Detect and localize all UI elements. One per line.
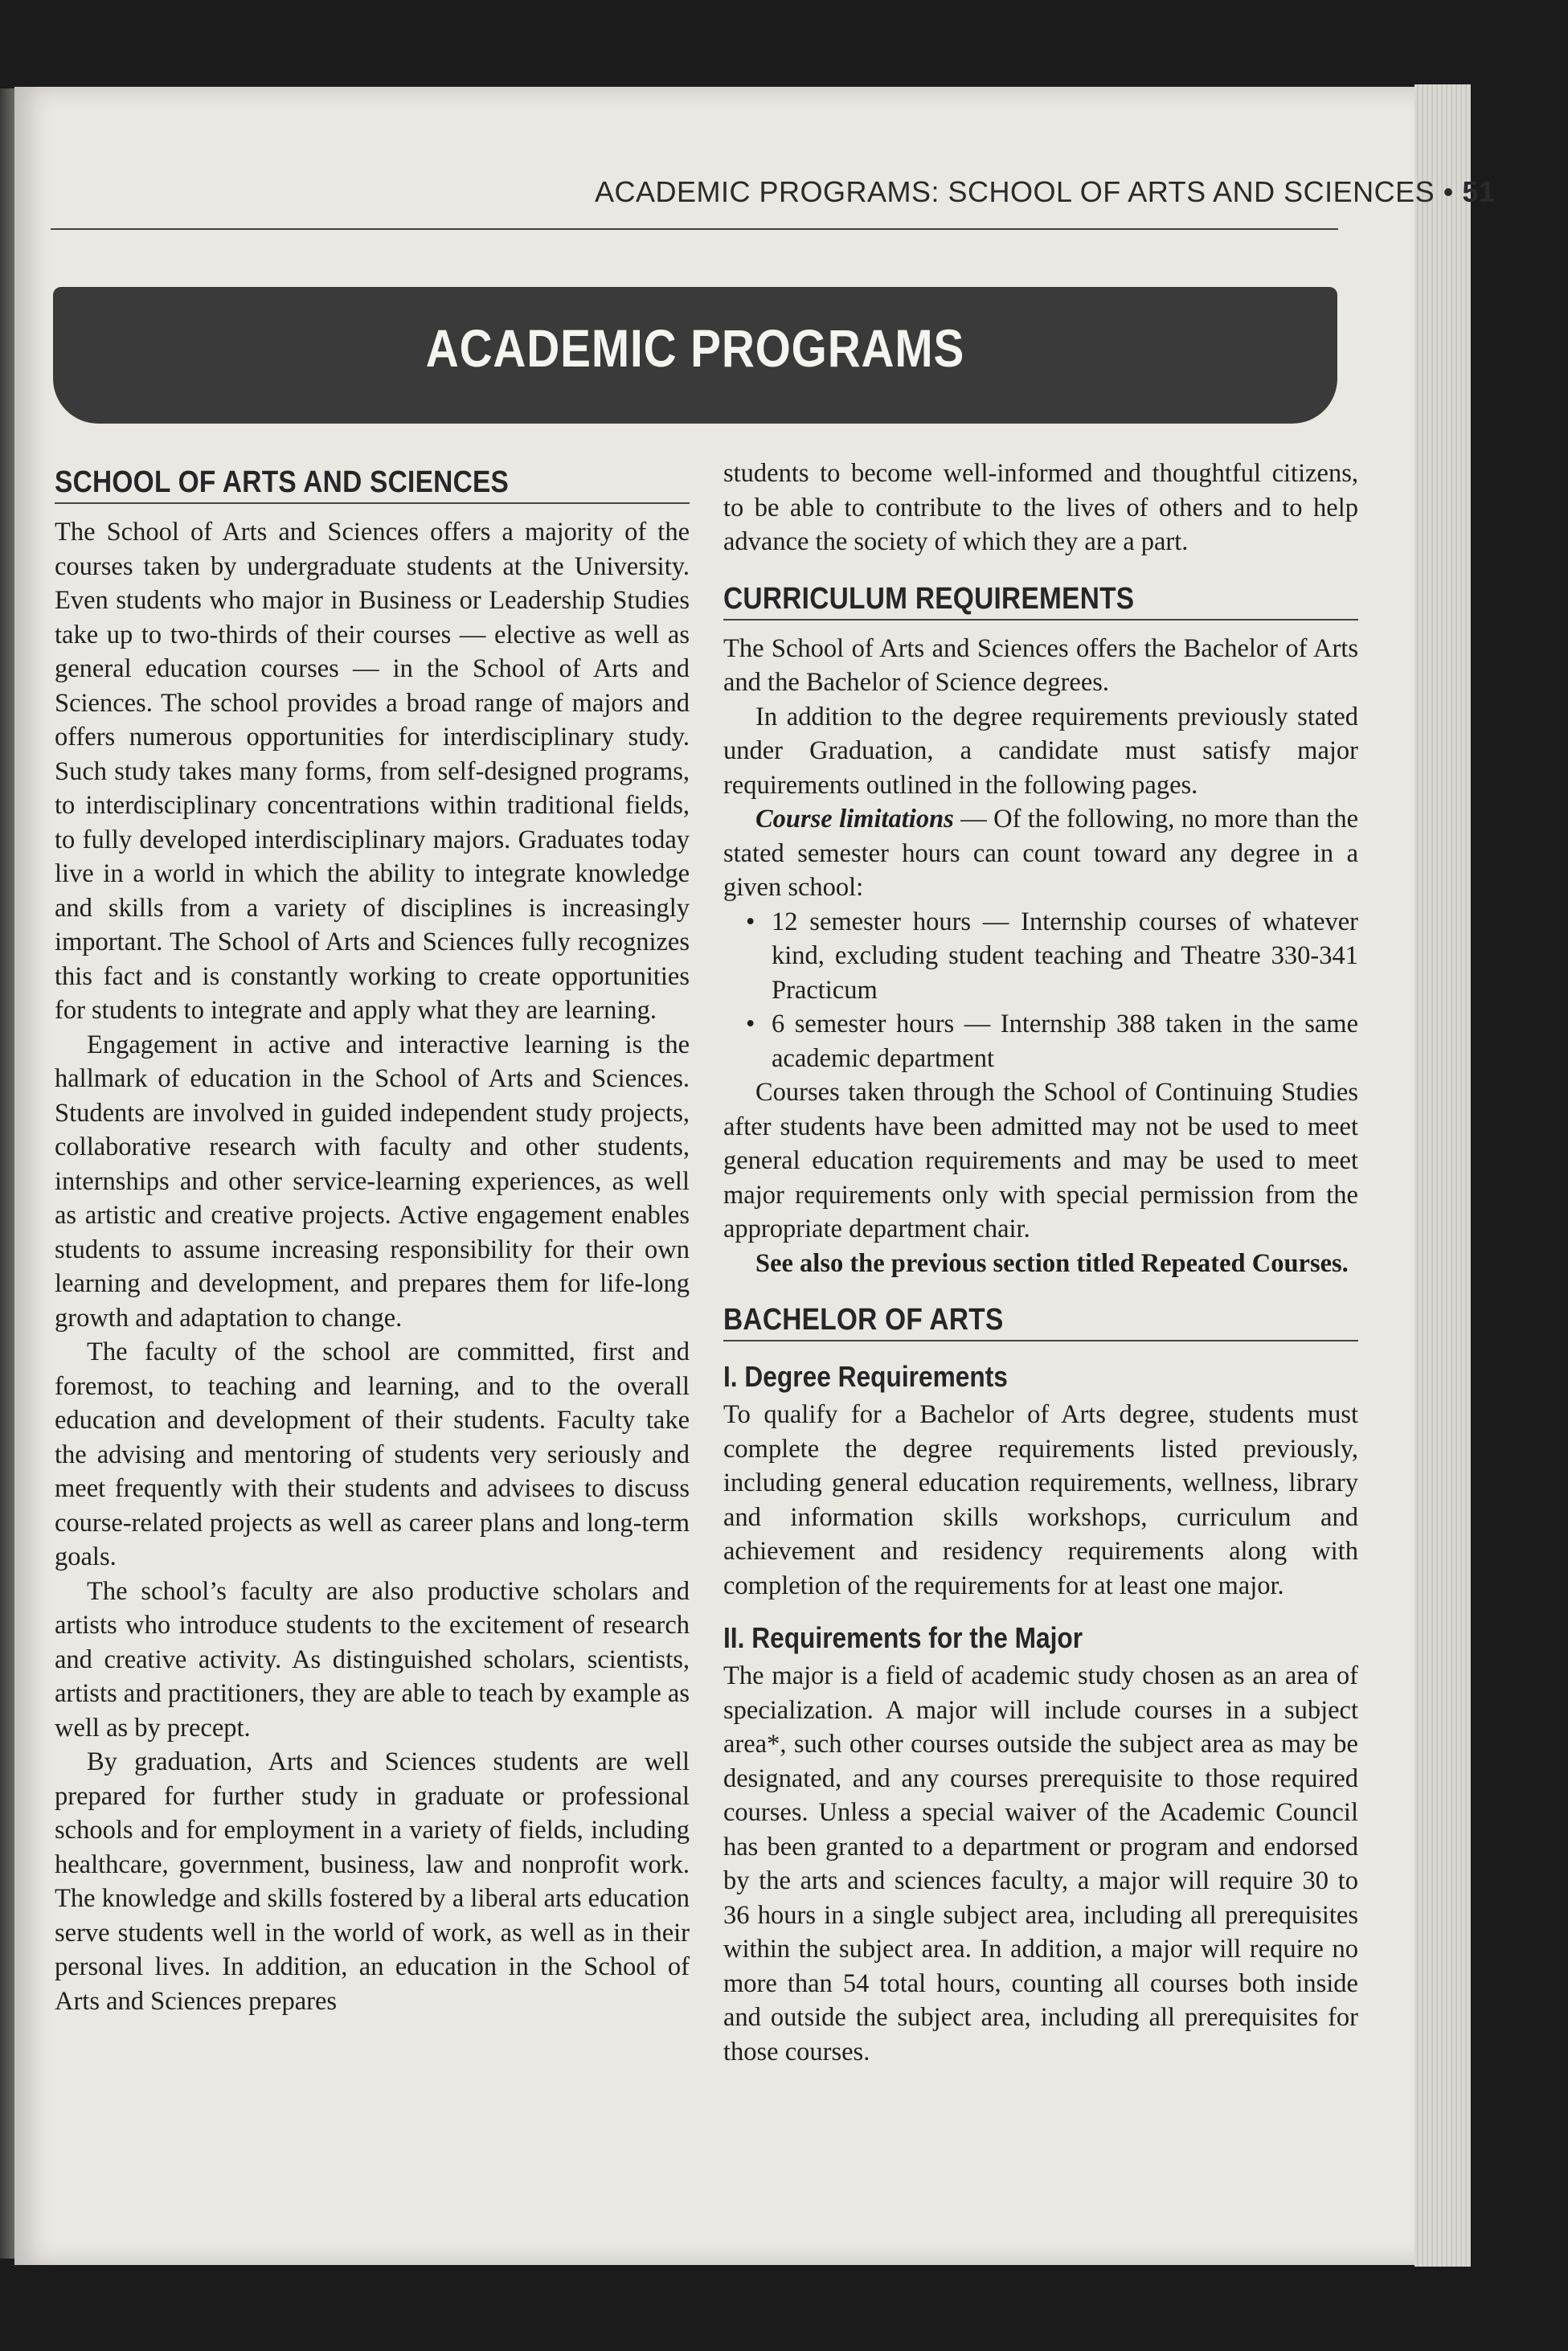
- paragraph: The school’s faculty are also productive scholars and artists who introduce students to the excitement of research and creative activity. As distinguished scholars, scientists, artists and practitioners, they are able to teach by example as well as by precept.: [55, 1576, 690, 1743]
- running-head-separator: •: [1443, 175, 1454, 208]
- heading-text: CURRICULUM REQUIREMENTS: [723, 581, 1135, 616]
- heading-curriculum-requirements: [723, 580, 1358, 621]
- limitations-list: [723, 905, 1358, 1076]
- subheading-text: I. Degree Requirements: [723, 1360, 1008, 1393]
- paragraph: The School of Arts and Sciences offers the Bachelor of Arts and the Bachelor of Science degrees.: [723, 633, 1358, 697]
- list-item: • 12 semester hours — Internship courses of whatever kind, excluding student teaching and Theatre 330-341 Practicum: [772, 905, 1358, 1008]
- course-limitations-label: Course limitations: [755, 805, 954, 833]
- heading-school-of-arts-and-sciences: [55, 464, 690, 504]
- left-column: [55, 464, 690, 2018]
- list-item: • 6 semester hours — Internship 388 taken in the same academic department: [772, 1007, 1358, 1075]
- running-head-text: ACADEMIC PROGRAMS: SCHOOL OF ARTS AND SCIENCES: [595, 175, 1435, 208]
- paragraph-course-limitations: [723, 802, 1358, 905]
- course-limitations-text: — Of the following, no more than the stated semester hours can count toward any degree in a given school:: [723, 805, 1358, 902]
- heading-text: SCHOOL OF ARTS AND SCIENCES: [55, 465, 510, 499]
- section-banner: [53, 287, 1337, 424]
- paragraph: The major is a field of academic study chosen as an area of specialization. A major will include courses in a subject area*, such other courses outside the subject area as may be designated, and any courses prerequisite to those required courses. Unless a special waiver of the Academic Council has been granted to a department or program and endorsed by the arts and sciences faculty, a major will require 30 to 36 hours in a single subject area, including all prerequisites within the subject area. In addition, a major will require no more than 54 total hours, counting all courses both inside and outside the subject area, including all prerequisites for those courses.: [723, 1661, 1358, 2066]
- see-also-note: See also the previous section titled Repeated Courses.: [755, 1248, 1349, 1278]
- paragraph: Engagement in active and interactive learning is the hallmark of education in the School of Arts and Sciences. Students are involved in guided independent study projects, collaborative research with faculty and other students, internships and other service-learning experiences, as well as artistic and creative projects. Active engagement enables students to assume increasing responsibility for their own learning and development, and prepares them for life-long growth and adaptation to change.: [55, 1030, 690, 1333]
- heading-text: BACHELOR OF ARTS: [723, 1303, 1004, 1337]
- header-rule: [51, 228, 1338, 230]
- page-number: 51: [1462, 175, 1496, 208]
- running-head: [595, 175, 1496, 215]
- paragraph-continuation: students to become well-informed and thoughtful citizens, to be able to contribute to the lives of others and to help advance the society of which they are a part.: [723, 459, 1358, 556]
- subheading-text: II. Requirements for the Major: [723, 1621, 1083, 1654]
- subheading-degree-requirements: [723, 1359, 1358, 1395]
- right-column: [723, 457, 1358, 2069]
- paragraph: The faculty of the school are committed, first and foremost, to teaching and learning, and to the overall education and development of their students. Faculty take the advising and mentoring of students very seriously and meet frequently with their students and advisees to discuss course-related projects as well as career plans and long-term goals.: [55, 1337, 690, 1571]
- paragraph: To qualify for a Bachelor of Arts degree, students must complete the degree requirements listed previously, including general education requirements, wellness, library and information skills workshops, curriculum and achievement and residency requirements along with completion of the requirements for at least one major.: [723, 1400, 1358, 1600]
- heading-bachelor-of-arts: [723, 1301, 1358, 1341]
- paragraph: By graduation, Arts and Sciences students are well prepared for further study in graduate or professional schools and for employment in a variety of fields, including healthcare, government, business, law and nonprofit work. The knowledge and skills fostered by a liberal arts education serve students well in the world of work, as well as in their personal lives. In addition, an education in the School of Arts and Sciences prepares: [55, 1747, 690, 2016]
- paragraph: The School of Arts and Sciences offers a majority of the courses taken by undergraduate students at the University. Even students who major in Business or Leadership Studies take up to two-thirds of their courses — elective as well as general education courses — in the School of Arts and Sciences. The school provides a broad range of majors and offers numerous opportunities for interdisciplinary study. Such study takes many forms, from self-designed programs, to interdisciplinary concentrations within traditional fields, to fully developed interdisciplinary majors. Graduates today live in a world in which the ability to integrate knowledge and skills from a variety of disciplines is increasingly important. The School of Arts and Sciences fully recognizes this fact and is constantly working to create opportunities for students to integrate and apply what they are learning.: [55, 518, 690, 1025]
- paragraph: Courses taken through the School of Continuing Studies after students have been admitted may not be used to meet general education requirements and may be used to meet major requirements only with special permission from the appropriate department chair.: [723, 1078, 1358, 1243]
- banner-title: ACADEMIC PROGRAMS: [425, 318, 965, 378]
- subheading-requirements-for-major: [723, 1620, 1358, 1656]
- page-stack-edge: [1414, 84, 1471, 2267]
- paragraph: In addition to the degree requirements previously stated under Graduation, a candidate must satisfy major requirements outlined in the following pages.: [723, 702, 1358, 800]
